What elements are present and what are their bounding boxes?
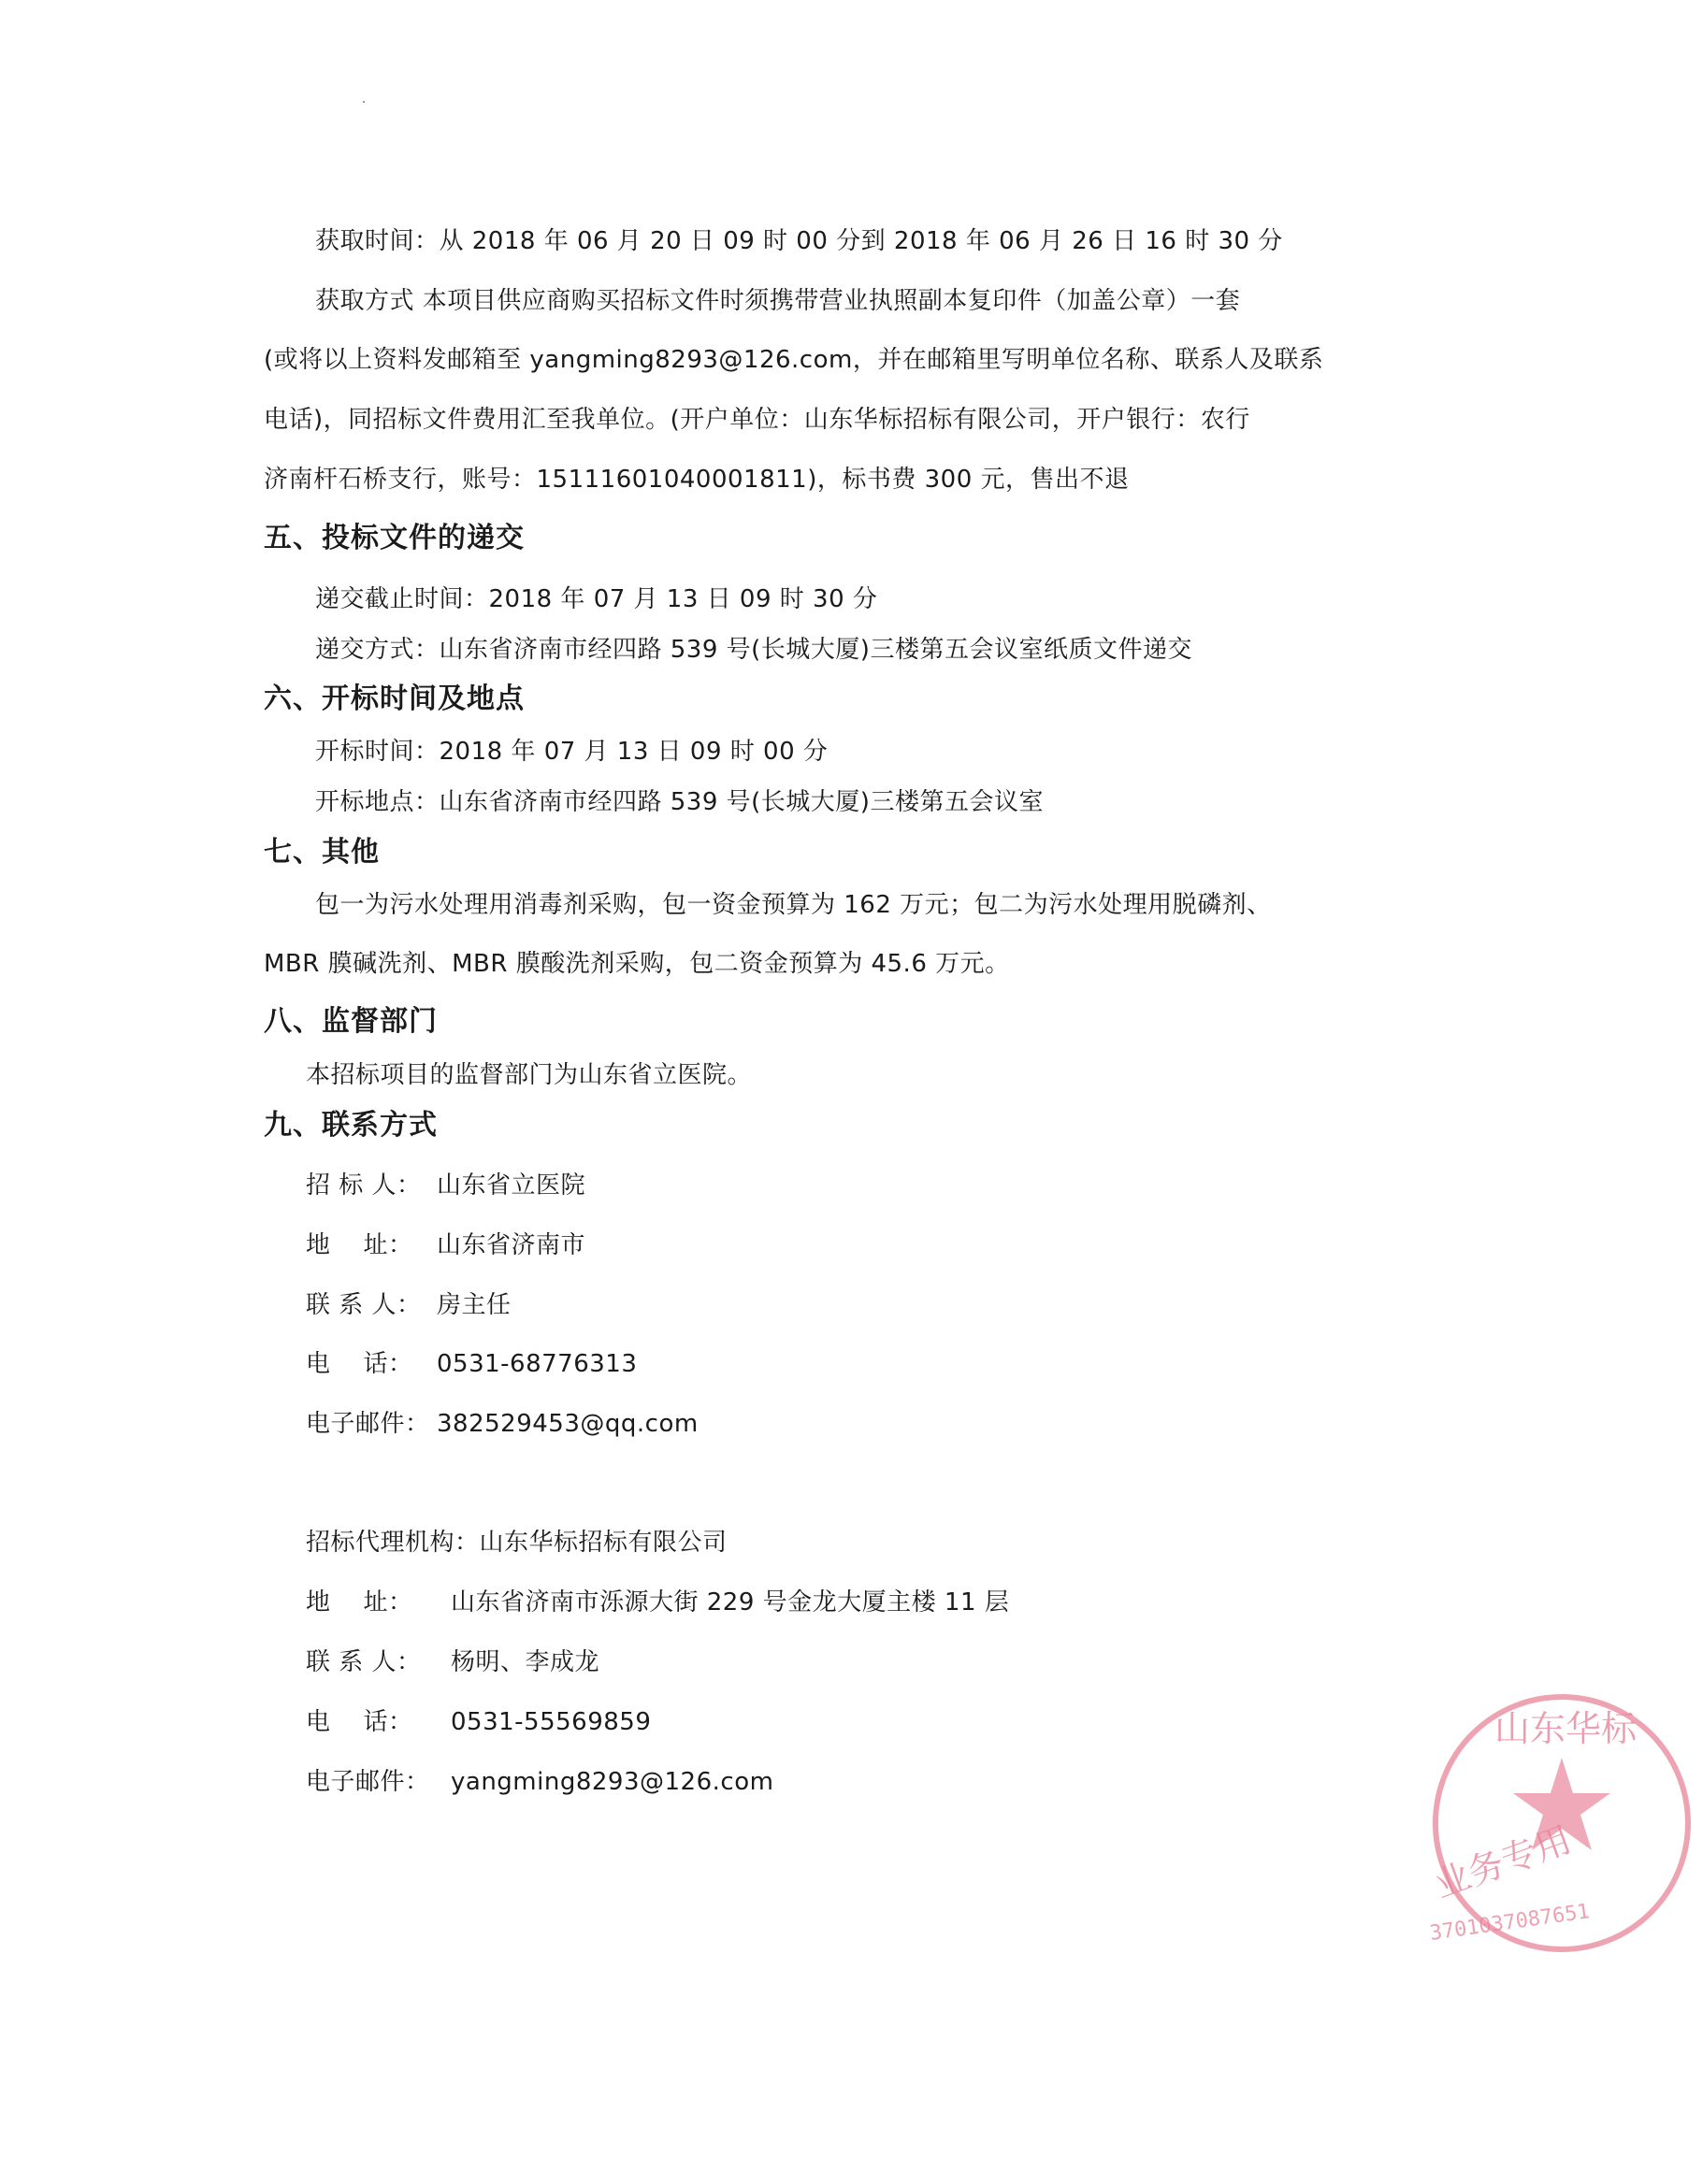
agency-address-value: 山东省济南市泺源大街 229 号金龙大厦主楼 11 层 — [451, 1588, 1010, 1616]
tenderer-name-value: 山东省立医院 — [437, 1171, 586, 1200]
agency-email-value: yangming8293@126.com — [451, 1768, 774, 1796]
seal-number: 3701037087651 — [1428, 1900, 1592, 1946]
agency-phone-value: 0531-55569859 — [451, 1708, 652, 1736]
opening-place: 开标地点：山东省济南市经四路 539 号(长城大厦)三楼第五会议室 — [315, 788, 1044, 816]
budget-line-1: 包一为污水处理用消毒剂采购，包一资金预算为 162 万元；包二为污水处理用脱磷剂、 — [315, 891, 1272, 919]
tenderer-phone-value: 0531-68776313 — [437, 1350, 638, 1378]
seal-text-mid: 业务专用 — [1429, 1818, 1577, 1906]
agency-email-row — [306, 1765, 773, 1799]
tenderer-address-value: 山东省济南市 — [437, 1231, 586, 1259]
budget-line-2: MBR 膜碱洗剂、MBR 膜酸洗剂采购，包二资金预算为 45.6 万元。 — [264, 950, 1010, 978]
agency-phone-row — [306, 1705, 651, 1739]
tenderer-email-value: 382529453@qq.com — [437, 1410, 699, 1438]
section-8-heading: 八、监督部门 — [264, 1005, 438, 1038]
opening-time: 开标时间：2018 年 07 月 13 日 09 时 00 分 — [315, 738, 829, 766]
agency-contact-label: 联 系 人： — [306, 1648, 422, 1676]
tenderer-name-row — [306, 1169, 585, 1202]
supervision-text: 本招标项目的监督部门为山东省立医院。 — [306, 1061, 753, 1089]
agency-contact-row — [306, 1645, 599, 1679]
tenderer-name-label: 招 标 人： — [306, 1171, 422, 1200]
tenderer-phone-row — [306, 1347, 637, 1381]
agency-contact-value: 杨明、李成龙 — [451, 1648, 600, 1676]
tenderer-address-row — [306, 1228, 585, 1262]
obtain-time: 获取时间：从 2018 年 06 月 20 日 09 时 00 分到 2018 年 06 月 26 日 16 时 30 分 — [315, 227, 1283, 255]
tenderer-email-label: 电子邮件： — [306, 1410, 430, 1438]
agency-address-label: 地 址： — [306, 1588, 413, 1616]
tenderer-email-row — [306, 1407, 699, 1441]
agency-name: 招标代理机构：山东华标招标有限公司 — [306, 1529, 728, 1557]
tenderer-address-label: 地 址： — [306, 1231, 413, 1259]
agency-email-label: 电子邮件： — [306, 1768, 430, 1796]
tenderer-contact-label: 联 系 人： — [306, 1291, 422, 1319]
obtain-method-line-3: 电话)，同招标文件费用汇至我单位。(开户单位：山东华标招标有限公司，开户银行：农行 — [264, 406, 1250, 434]
agency-phone-label: 电 话： — [306, 1708, 413, 1736]
agency-address-row — [306, 1586, 1009, 1619]
tenderer-phone-label: 电 话： — [306, 1350, 413, 1378]
tenderer-contact-row — [306, 1288, 512, 1322]
obtain-method-line-4: 济南杆石桥支行，账号：15111601040001811)，标书费 300 元，售出不退 — [264, 466, 1130, 494]
tenderer-contact-value: 房主任 — [437, 1291, 512, 1319]
company-seal — [1421, 1683, 1702, 1963]
submission-deadline: 递交截止时间：2018 年 07 月 13 日 09 时 30 分 — [315, 585, 878, 613]
section-5-heading: 五、投标文件的递交 — [264, 522, 525, 554]
obtain-method-line-2: (或将以上资料发邮箱至 yangming8293@126.com，并在邮箱里写明单位名称、联系人及联系 — [264, 346, 1324, 374]
submission-method: 递交方式：山东省济南市经四路 539 号(长城大厦)三楼第五会议室纸质文件递交 — [315, 636, 1192, 664]
seal-text-top: 山东华标 — [1494, 1708, 1637, 1749]
scan-speck — [363, 101, 365, 103]
section-7-heading: 七、其他 — [264, 836, 380, 869]
section-9-heading: 九、联系方式 — [264, 1109, 438, 1142]
obtain-method-line-1: 获取方式 本项目供应商购买招标文件时须携带营业执照副本复印件（加盖公章）一套 — [315, 287, 1241, 315]
section-6-heading: 六、开标时间及地点 — [264, 682, 525, 715]
